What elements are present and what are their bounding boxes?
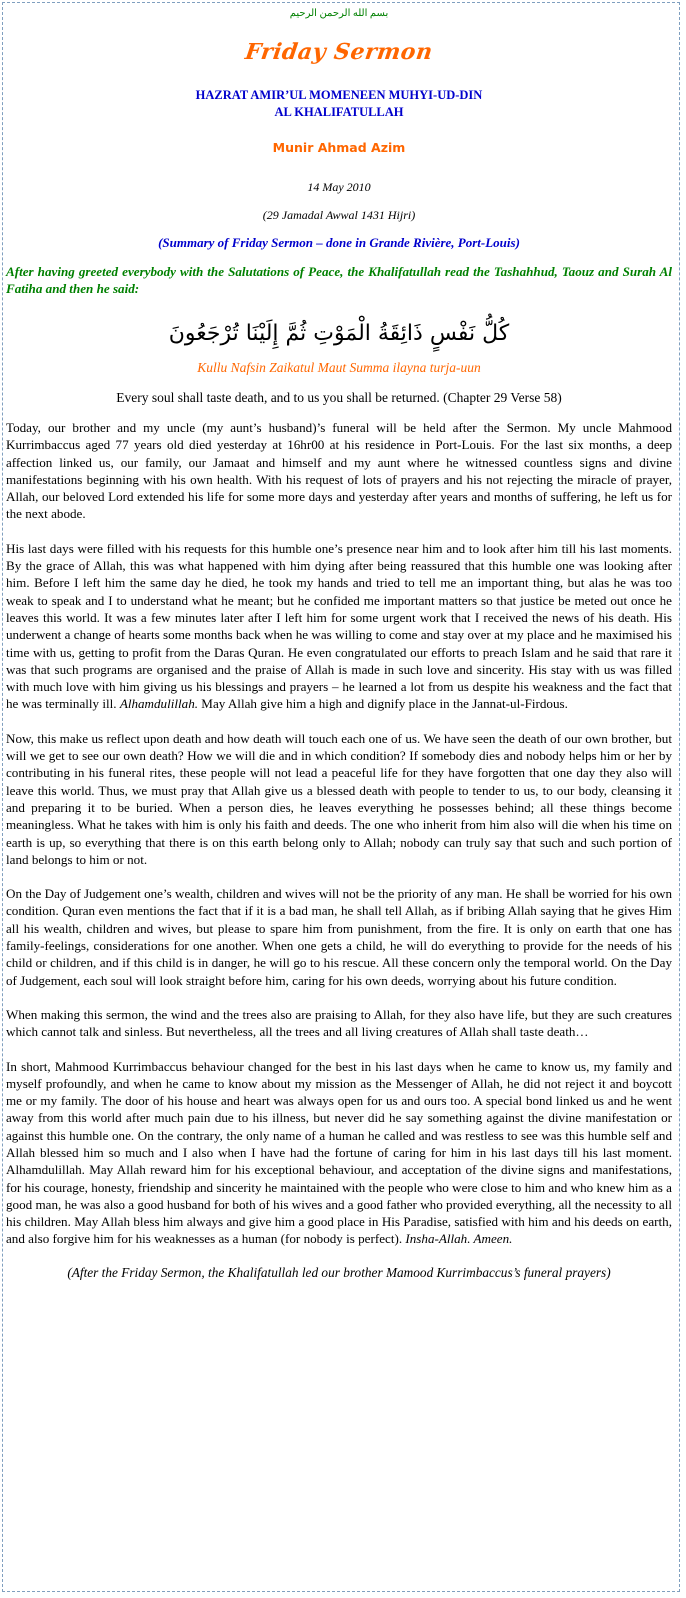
paragraph-1: Today, our brother and my uncle (my aunt’s husband)’s funeral will be held after the Sermon. My uncle Mahmood Kurrimbaccus aged 77 years old died yesterday at 16hr00 at his residence in Port-Louis. For the last six months, a deep affection linked us, our family, our Jamaat and himself and my aunt where he witnessed countless signs and divine manifestations beginning with his own health. With his request of lots of prayers and his not rejecting the miracle of prayer, Allah, our beloved Lord extended his life for some more days and yesterday after years and months of suffering, he left us for the next abode. (6, 420, 672, 522)
paragraph-3: Now, this make us reflect upon death and how death will touch each one of us. We have seen the death of our own brother, but will we get to see our own death? How we will die and in which condition? If somebody dies and nobody helps him or her by contributing in his funeral rites, these people will not lead a peaceful life for they have forgotten that one day they also will leave this world. Thus, we must pray that Allah give us a blessed death with people to tender to us, to our body, cleansing it and preparing it to be buried. When a person dies, he leaves everything he possesses behind; all these things become meaningless. What he takes with him is only his faith and deeds. The one who inherit from him also will die when his time on earth is up, so everything that there is on this earth belong only to Allah; nobody can truly say that such and such portion of land belongs to him or not. (6, 730, 672, 867)
khalifa-title-line1: HAZRAT AMIR’UL MOMENEEN MUHYI-UD-DIN (195, 88, 483, 102)
paragraph-2-alhamdulillah: Alhamdulillah. (119, 696, 199, 712)
paragraph-2 (6, 540, 672, 713)
sermon-summary-note: (Summary of Friday Sermon – done in Grande Rivière, Port-Louis) (158, 235, 520, 250)
hijri-date: (29 Jamadal Awwal 1431 Hijri) (262, 208, 416, 222)
paragraph-6 (6, 1058, 672, 1248)
quran-verse-arabic: كُلُّ نَفْسٍ ذَائِقَةُ الْمَوْتِ ثُمَّ إِلَيْنَا تُرْجَعُونَ (168, 321, 510, 346)
quran-verse-transliteration: Kullu Nafsin Zaikatul Maut Summa ilayna turja-uun (197, 360, 481, 375)
bismillah-heading: بسم الله الرحمن الرحيم (289, 8, 389, 19)
paragraph-6-text: In short, Mahmood Kurrimbaccus behaviour changed for the best in his last days when he came to know us, my family and myself profoundly, and when he came to know about my mission as the Messenger of Allah, he did not reject it and boycott me or my family. The door of his house and heart was always open for us and ours too. A special bond linked us and he went away from this world after much pain due to his illness, but never did he say something against the divine manifestation or against this humble one. On the contrary, the only name of a human he called and was restless to see was this humble self and Allah blessed him so much and I also when I have had the fortune of caring for him in his last days till his last moment. Alhamdulillah. May Allah reward him for his exceptional behaviour, and acceptation of the divine signs and manifestations, for his courage, honesty, friendship and sincerity he maintained with the people who were close to him and who knew him as a good man, he was also a good husband for both of his wives and a good father who provided everything, all the necessity to all his children. May Allah bless him always and give him a good place in His Paradise, satisfied with him and his deeds on earth, and also forgive him for his weaknesses as a human (for nobody is perfect). (6, 1058, 672, 1247)
closing-note: (After the Friday Sermon, the Khalifatullah led our brother Mamood Kurrimbaccus’s funeral prayers) (67, 1264, 611, 1280)
khalifa-title (6, 87, 672, 121)
speaker-name: Munir Ahmad Azim (272, 140, 406, 155)
paragraph-2-closing: May Allah give him a high and dignify place in the Jannat-ul-Firdous. (198, 696, 568, 712)
sermon-date: 14 May 2010 (307, 180, 371, 194)
paragraph-4: On the Day of Judgement one’s wealth, children and wives will not be the priority of any man. He shall be worried for his own condition. Quran even mentions the fact that if it is a bad man, he shall tell Allah, as if bribing Allah saying that he gives Him all his wealth, children and wives, but please to spare him from punishment, from the fire. It is only on earth that one has family-feelings, considerations for one another. When one gets a child, he will do everything to provide for the needs of his child or children, and if this child is in danger, he will go to his rescue. All these concern only the temporal world. On the Day of Judgement, each soul will look straight before him, caring for his own deeds, worrying about his future condition. (6, 886, 672, 988)
paragraph-2-text: His last days were filled with his requests for this humble one’s presence near him and to look after him till his last moments. By the grace of Allah, this was what happened with him dying after being reassured that this humble one was looking after him. Before I left him the same day he died, he took my hands and tried to tell me an important thing, but alas he was too weak to speak and I to understand what he meant; but he confided me important matters so that justice be meted out once he leaves this world. It was a few minutes later after I left him for some urgent work that I received the news of his death. His underwent a change of hearts some months back when he was willing to come and stay over at my place and he maximised his time with us, getting to profit from the Daras Quran. He even congratulated our efforts to preach Islam and he said that rare it was that such programs are organised and the praise of Allah is made in such love and sincerity. His stay with us was filled with much love with him giving us his blessings and prayers – he learned a lot from us despite his weakness and the fact that he was terminally ill. (6, 540, 672, 712)
quran-verse-translation: Every soul shall taste death, and to us you shall be returned. (Chapter 29 Verse 58) (116, 390, 562, 405)
intro-paragraph: After having greeted everybody with the Salutations of Peace, the Khalifatullah read the Tashahhud, Taouz and Surah Al Fatiha and then he said: (6, 264, 672, 296)
sermon-document (6, 4, 672, 1281)
khalifa-title-line2: AL KHALIFATULLAH (274, 105, 404, 119)
paragraph-5: When making this sermon, the wind and the trees also are praising to Allah, for they also have life, but they are such creatures which cannot talk and sinless. But nevertheless, all the trees and all living creatures of Allah shall taste death… (6, 1006, 672, 1040)
paragraph-6-ameen: Insha-Allah. Ameen. (405, 1231, 513, 1247)
page-title: Friday Sermon (243, 39, 435, 65)
